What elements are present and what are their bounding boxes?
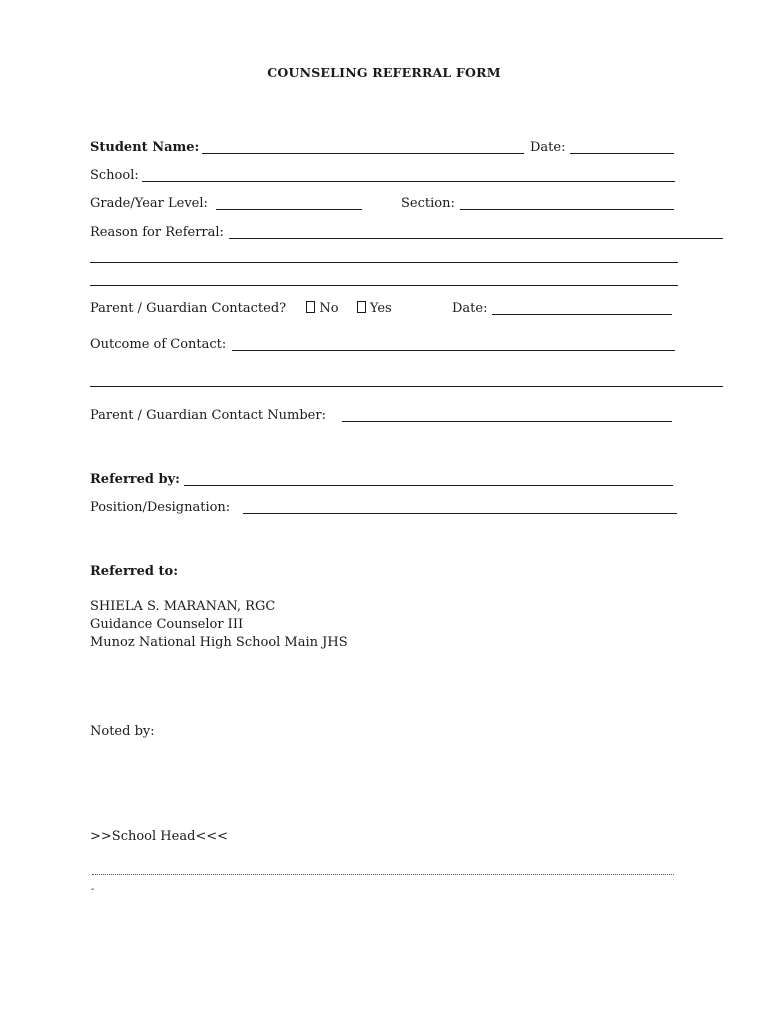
outcome-label: Outcome of Contact:: [90, 337, 227, 352]
reason-field-line-3[interactable]: [90, 285, 678, 286]
signature-dotted-line: [92, 874, 674, 875]
counselor-name: SHIELA S. MARANAN, RGC: [90, 599, 276, 614]
yes-checkbox[interactable]: [357, 301, 366, 313]
school-label: School:: [90, 168, 139, 183]
outcome-field-line-2[interactable]: [90, 386, 723, 387]
school-field[interactable]: [142, 181, 675, 182]
position-field[interactable]: [243, 513, 677, 514]
date-label: Date:: [530, 140, 566, 155]
contact-number-label: Parent / Guardian Contact Number:: [90, 408, 326, 423]
trailing-mark: -: [91, 884, 95, 895]
referred-by-field[interactable]: [184, 485, 673, 486]
no-checkbox[interactable]: [306, 301, 315, 313]
date-field[interactable]: [570, 153, 674, 154]
referred-to-label: Referred to:: [90, 564, 178, 579]
student-name-field[interactable]: [202, 153, 524, 154]
contact-number-field[interactable]: [342, 421, 672, 422]
counselor-school: Munoz National High School Main JHS: [90, 635, 348, 650]
grade-level-field[interactable]: [216, 209, 362, 210]
noted-by-label: Noted by:: [90, 724, 155, 739]
outcome-field[interactable]: [232, 350, 675, 351]
form-title: COUNSELING REFERRAL FORM: [267, 65, 501, 80]
reason-field[interactable]: [229, 238, 723, 239]
no-option-label: No: [319, 301, 339, 316]
yes-option-label: Yes: [369, 301, 392, 316]
student-name-label: Student Name:: [90, 140, 200, 155]
counselor-title: Guidance Counselor III: [90, 617, 244, 632]
grade-level-label: Grade/Year Level:: [90, 196, 208, 211]
contact-date-label: Date:: [452, 301, 488, 316]
position-label: Position/Designation:: [90, 500, 231, 515]
section-field[interactable]: [460, 209, 674, 210]
reason-field-line-2[interactable]: [90, 262, 678, 263]
section-label: Section:: [401, 196, 455, 211]
contact-date-field[interactable]: [492, 314, 672, 315]
parent-contacted-label: Parent / Guardian Contacted? No Yes: [90, 301, 392, 316]
reason-label: Reason for Referral:: [90, 225, 224, 240]
school-head-placeholder: >>School Head<<<: [90, 829, 229, 844]
referred-by-label: Referred by:: [90, 472, 180, 487]
